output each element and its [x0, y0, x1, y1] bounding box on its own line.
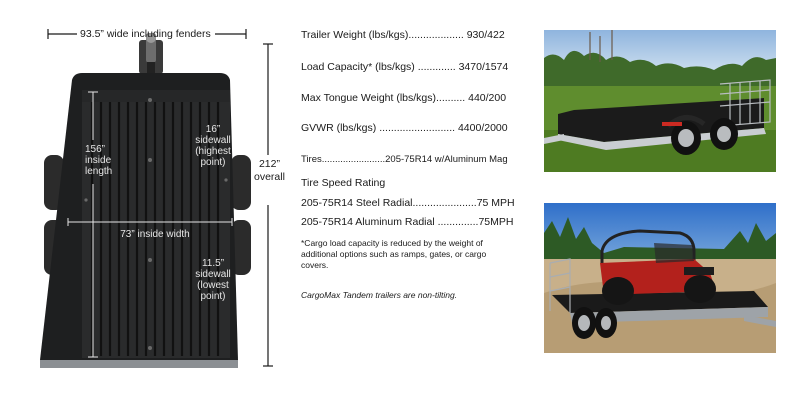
rear-bumper [40, 360, 238, 368]
spec-value: 205-75R14 w/Aluminum Mag [385, 154, 508, 165]
speed-row-aluminum [301, 216, 513, 228]
spec-label: Trailer Weight (lbs/kgs) [301, 29, 409, 41]
spec-row-load-capacity [301, 61, 508, 73]
spec-label: Max Tongue Weight (lbs/kgs) [301, 92, 437, 104]
inside-length-label: 156” inside length [85, 144, 113, 177]
capacity-footnote: *Cargo load capacity is reduced by the weight of additional options such as ramps, gates, or cargo covers. [301, 238, 487, 270]
spec-row-tires [301, 154, 508, 165]
spec-label: 205-75R14 Steel Radial [301, 197, 413, 209]
trailer-top-view [0, 0, 290, 400]
width-label: 93.5” wide including fenders [80, 28, 211, 40]
spec-list [301, 0, 531, 400]
spec-row-trailer-weight [301, 29, 505, 41]
spec-value: 75MPH [478, 216, 514, 228]
speed-row-steel [301, 197, 515, 209]
spec-value: 75 MPH [476, 197, 515, 209]
sidewall-high-label: 16” sidewall (highest point) [195, 124, 231, 168]
spec-dots: ................... [408, 29, 464, 41]
trailer-photo-atv [544, 203, 776, 353]
spec-value: 4400/2000 [457, 122, 508, 134]
spec-dots: .......................... [379, 122, 456, 134]
spec-row-max-tongue-weight [301, 92, 506, 104]
spec-dots: .......... [436, 92, 466, 104]
spec-dots: ........................ [321, 154, 386, 165]
spec-row-gvwr [301, 122, 508, 134]
overall-label: 212” overall [254, 158, 285, 183]
spec-label: Load Capacity* (lbs/kgs) [301, 61, 415, 73]
spec-label: Tires [301, 154, 322, 165]
spec-dots: ............. [417, 61, 456, 73]
trailer-dimension-diagram [0, 0, 290, 400]
tire-speed-heading: Tire Speed Rating [301, 177, 386, 189]
spec-value: 930/422 [466, 29, 505, 41]
spec-dots: .............. [437, 216, 479, 228]
spec-label: GVWR (lbs/kgs) [301, 122, 377, 134]
spec-value: 3470/1574 [458, 61, 509, 73]
sidewall-low-label: 11.5” sidewall (lowest point) [195, 258, 231, 302]
trailer-photo-grass [544, 30, 776, 172]
non-tilting-note: CargoMax Tandem trailers are non-tilting. [301, 290, 458, 300]
inside-width-label: 73” inside width [120, 229, 190, 240]
spec-label: 205-75R14 Aluminum Radial [301, 216, 435, 228]
overall-dimension-line [263, 44, 273, 366]
spec-value: 440/200 [468, 92, 507, 104]
spec-dots: ...................... [412, 197, 477, 209]
